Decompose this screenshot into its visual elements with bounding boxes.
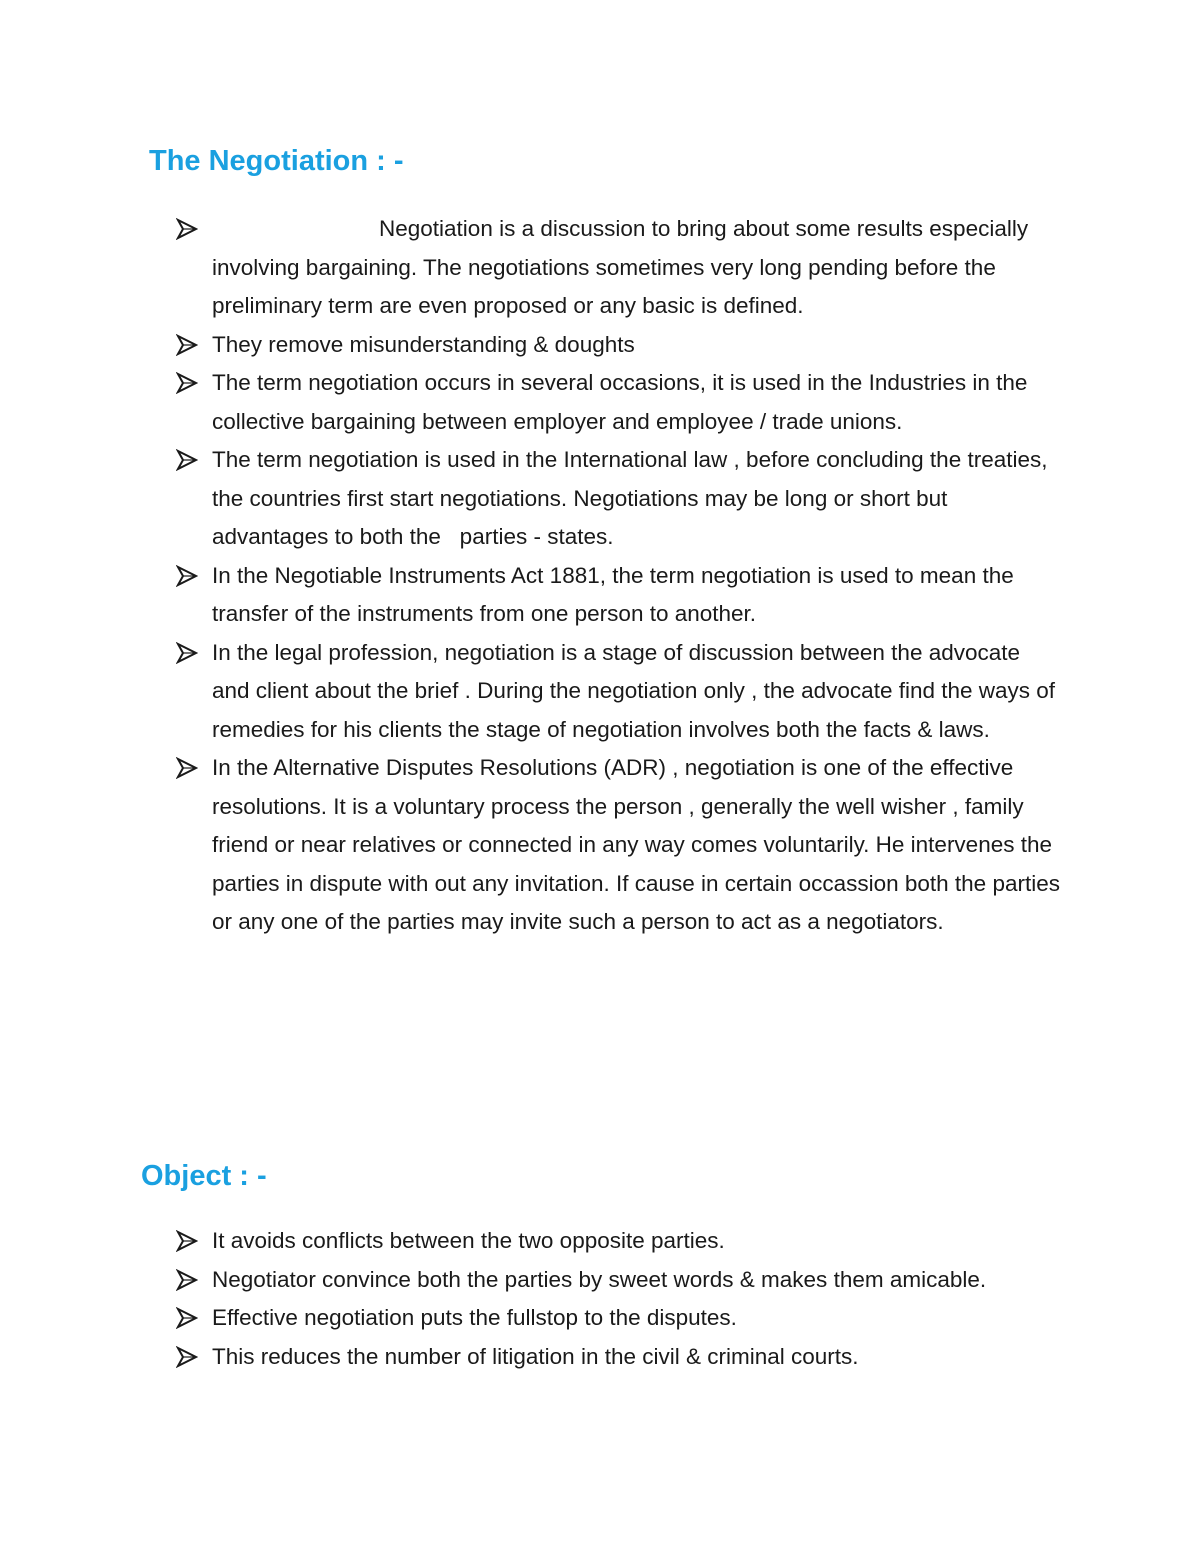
bullet-text: In the Alternative Disputes Resolutions (ADR) , negotiation is one of the effective resolutions. It is a voluntary process the person , generally the well wisher , family friend or near relatives or connected in any way comes voluntarily. He intervenes the parties in dispute with out any invitation. If cause in certain occassion both the parties or any one of the parties may invite such a person to act as a negotiators. [212,755,1060,934]
object-bullet-list [0,1222,1062,1376]
arrow-bullet-icon [176,1346,198,1368]
list-item [0,210,1062,326]
list-item [0,364,1062,441]
negotiation-bullet-list [0,210,1062,942]
bullet-text: In the Negotiable Instruments Act 1881, the term negotiation is used to mean the transfer of the instruments from one person to another. [212,562,1014,626]
bullet-text: The term negotiation occurs in several occasions, it is used in the Industries in the collective bargaining between employer and employee / trade unions. [212,370,1028,434]
bullet-text: Negotiator convince both the parties by sweet words & makes them amicable. [212,1266,987,1292]
section-heading-object: Object : - [141,1160,267,1192]
arrow-bullet-icon [176,372,198,394]
arrow-bullet-icon [176,1230,198,1252]
bullet-text: The term negotiation is used in the International law , before concluding the treaties, the countries first start negotiations. Negotiations may be long or short but advantages to both the parties - states. [212,447,1054,549]
list-item [0,557,1062,634]
bullet-text: Effective negotiation puts the fullstop to the disputes. [212,1305,737,1330]
bullet-text: Negotiation is a discussion to bring about some results especially involving bargaining. The negotiations sometimes very long pending before the preliminary term are even proposed or any basic is defined. [212,216,1029,318]
bullet-text: They remove misunderstanding & doughts [212,331,635,357]
list-item [0,326,1062,365]
arrow-bullet-icon [176,1269,198,1291]
bullet-text: It avoids conflicts between the two opposite parties. [212,1228,725,1253]
arrow-bullet-icon [176,565,198,587]
list-item [0,634,1062,750]
list-item [0,749,1062,942]
arrow-bullet-icon [176,449,198,471]
section-heading-negotiation: The Negotiation : - [149,145,404,177]
list-item [0,1299,1062,1338]
bullet-text: In the legal profession, negotiation is a stage of discussion between the advocate and client about the brief . During the negotiation only , the advocate find the ways of remedies for his clients the stage of negotiation involves both the facts & laws. [212,639,1056,742]
list-item [0,1338,1062,1377]
list-item [0,441,1062,557]
arrow-bullet-icon [176,218,198,240]
list-item [0,1222,1062,1261]
arrow-bullet-icon [176,757,198,779]
list-item [0,1261,1062,1300]
arrow-bullet-icon [176,642,198,664]
bullet-text: This reduces the number of litigation in the civil & criminal courts. [212,1343,859,1369]
arrow-bullet-icon [176,334,198,356]
arrow-bullet-icon [176,1307,198,1329]
